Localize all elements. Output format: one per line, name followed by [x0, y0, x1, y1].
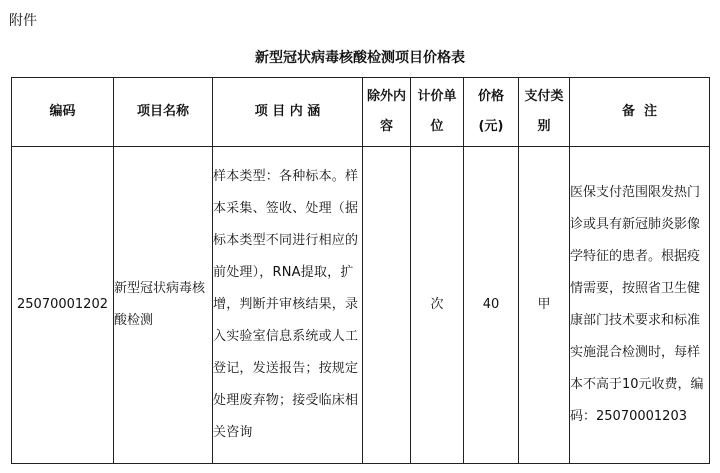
header-item-name: 项目名称 [114, 78, 213, 147]
cell-item-name: 新型冠状病毒核酸检测 [114, 147, 213, 464]
header-code: 编码 [12, 78, 114, 147]
header-notes: 备 注 [570, 78, 710, 147]
attachment-label: 附件 [9, 13, 37, 29]
item-content-text: 样本类型：各种标本。样本采集、签收、处理（据标本类型不同进行相应的前处理），RNA提取，扩增，判断并审核结果，录入实验室信息系统或人工登记，发送报告；按规定处理废弃物；接受临床相关咨询 [213, 169, 359, 440]
cell-item-content [213, 147, 363, 464]
table-header-row [12, 78, 710, 147]
notes-text: 医保支付范围限发热门诊或具有新冠肺炎影像学特征的患者。根据疫情需要，按照省卫生健康部门技术要求和标准实施混合检测时，每样本不高于10元收费，编码：25070001203 [570, 185, 704, 424]
header-item-content: 项 目 内 涵 [213, 78, 363, 147]
cell-exclusions [363, 147, 411, 464]
cell-code: 25070001202 [12, 147, 114, 464]
header-price: 价格 (元) [464, 78, 519, 147]
header-exclusions: 除外内 容 [363, 78, 411, 147]
header-pricing-unit: 计价单 位 [411, 78, 464, 147]
cell-pricing-unit: 次 [411, 147, 464, 464]
document-title: 新型冠状病毒核酸检测项目价格表 [255, 50, 465, 66]
price-table [11, 77, 710, 464]
cell-payment-category: 甲 [519, 147, 570, 464]
table-row [12, 147, 710, 464]
cell-notes [570, 147, 710, 464]
cell-price: 40 [464, 147, 519, 464]
header-payment-category: 支付类 别 [519, 78, 570, 147]
